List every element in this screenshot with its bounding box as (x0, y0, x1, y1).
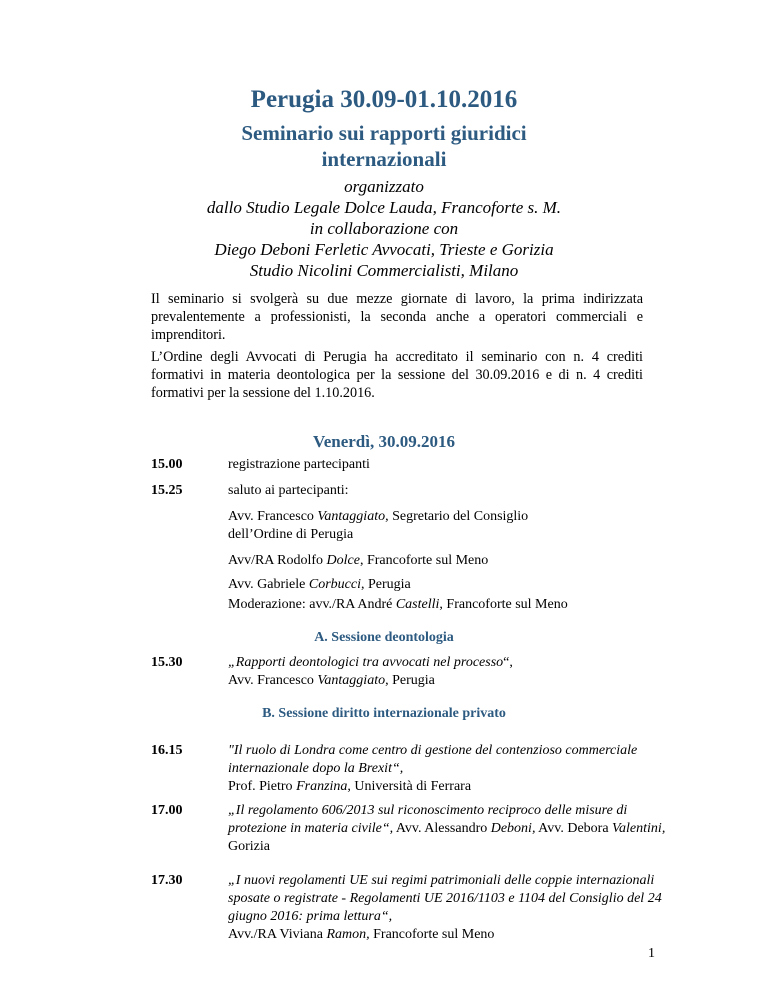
speaker-name: Deboni, (490, 821, 536, 836)
speaker-role: , Segretario del Consiglio dell’Ordine di Perugia (228, 509, 529, 542)
talk-item (228, 802, 678, 856)
speaker-affiliation: , Università di Ferrara (347, 779, 472, 794)
agenda-text: saluto ai partecipanti: (228, 483, 349, 498)
speaker-role: , Perugia (360, 577, 411, 592)
organizer-line: organizzato (344, 177, 424, 196)
speaker-name: Vantaggiato (317, 673, 386, 688)
speaker-location: Gorizia (228, 839, 270, 854)
speaker-title: Prof. Pietro (228, 779, 297, 794)
speaker-title: Avv/RA Rodolfo (228, 553, 327, 568)
day-heading: Venerdì, 30.09.2016 (313, 432, 455, 451)
speaker-role: , Francoforte sul Meno (359, 553, 489, 568)
agenda-text: registrazione partecipanti (228, 457, 370, 472)
speaker-name: Valentini, (612, 821, 666, 836)
organizer-line: Diego Deboni Ferletic Avvocati, Trieste e Gorizia (214, 240, 554, 259)
time-label: 15.25 (151, 483, 183, 498)
speaker-title: Avv./RA Viviana (228, 927, 327, 942)
speaker-title: Avv. Debora (535, 821, 613, 836)
intro-paragraph: Il seminario si svolgerà su due mezze giornate di lavoro, la prima indirizzata prevalentemente a professionisti, la seconda anche a operatori commerciali e imprenditori. (151, 291, 643, 343)
speaker-name: Dolce (326, 553, 360, 568)
time-label: 16.15 (151, 743, 183, 758)
speaker-title: Avv. Alessandro (393, 821, 491, 836)
speaker-line (228, 576, 678, 594)
speaker-location: , Perugia (385, 673, 435, 688)
moderator-location: , Francoforte sul Meno (439, 597, 568, 612)
moderator-line (228, 596, 648, 614)
session-heading-a: A. Sessione deontologia (314, 630, 454, 645)
organizer-line: dallo Studio Legale Dolce Lauda, Francoforte s. M. (206, 198, 562, 217)
talk-title: „Rapporti deontologici tra avvocati nel processo (228, 655, 504, 670)
talk-item (228, 654, 678, 690)
speaker-title: Avv. Francesco (228, 509, 318, 524)
page-subtitle: Seminario sui rapporti giuridici internazionali (241, 121, 527, 171)
moderator-name: Castelli (395, 597, 440, 612)
accreditation-paragraph: L’Ordine degli Avvocati di Perugia ha accreditato il seminario con n. 4 crediti formativi in materia deontologica per la sessione del 30.09.2016 e di n. 4 crediti formativi per la sessione del 1.10.2016. (151, 349, 643, 401)
talk-title: „I nuovi regolamenti UE sui regimi patrimoniali delle coppie internazionali sposate o registrate - Regolamenti UE 2016/1103 e 1104 del Consiglio del 24 giugno 2016: prima lettura“, (228, 873, 662, 924)
time-label: 15.00 (151, 457, 183, 472)
speaker-location: Francoforte sul Meno (369, 927, 495, 942)
talk-item (228, 872, 678, 944)
time-label: 17.30 (151, 873, 183, 888)
talk-item (228, 742, 648, 796)
speaker-name: Ramon, (326, 927, 370, 942)
organizers-block (150, 176, 618, 281)
organizer-line: in collaborazione con (309, 219, 459, 238)
speaker-title: Avv. Gabriele (228, 577, 309, 592)
speaker-title: Avv. Francesco (228, 673, 318, 688)
speaker-name: Vantaggiato (317, 509, 386, 524)
talk-title: „Il regolamento 606/2013 sul riconoscimento reciproco delle misure di protezione in materia civile“, (228, 803, 628, 836)
speaker-line (228, 552, 678, 570)
speaker-name: Franzina (296, 779, 348, 794)
talk-title-close: “, (503, 655, 513, 670)
session-heading-b: B. Sessione diritto internazionale privato (262, 706, 506, 721)
page-title: Perugia 30.09-01.10.2016 (250, 86, 518, 113)
speaker-name: Corbucci (308, 577, 361, 592)
speaker-line (228, 508, 588, 544)
moderator-title: Moderazione: avv./RA André (228, 597, 396, 612)
page-number: 1 (648, 946, 655, 961)
talk-title: "Il ruolo di Londra come centro di gestione del contenzioso commerciale internazionale dopo la Brexit“, (228, 743, 638, 776)
organizer-line: Studio Nicolini Commercialisti, Milano (249, 261, 519, 280)
time-label: 15.30 (151, 655, 183, 670)
time-label: 17.00 (151, 803, 183, 818)
